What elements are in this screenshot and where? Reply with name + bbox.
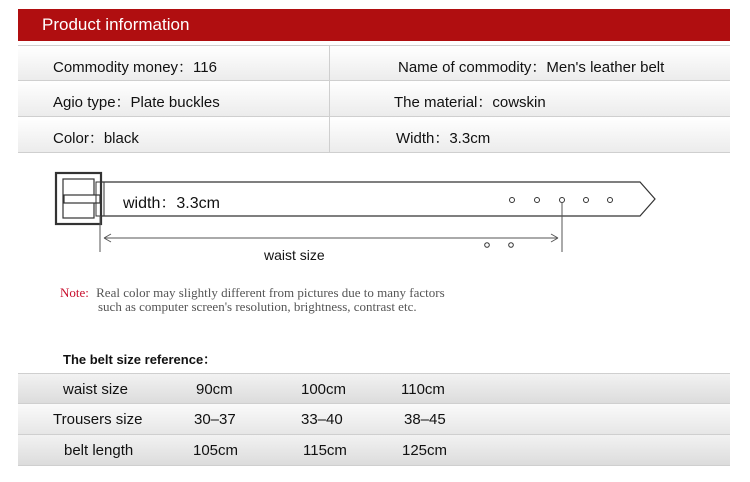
size-value: 100cm — [301, 381, 347, 398]
size-value: 110cm — [401, 381, 445, 398]
note-label: Note: — [60, 285, 89, 300]
note-line-1: Real color may slightly different from pictures due to many factors — [96, 285, 445, 300]
info-row — [18, 81, 730, 117]
size-row-label: waist size — [63, 381, 129, 398]
size-row-label: belt length — [64, 442, 134, 459]
buckle-prong — [64, 195, 100, 203]
column-divider — [329, 46, 330, 80]
belt-hole — [535, 198, 540, 203]
belt-hole — [560, 198, 565, 203]
belt-hole — [584, 198, 589, 203]
material-cell: The material：cowskin — [394, 94, 546, 111]
column-divider — [329, 81, 330, 116]
commodity-money-cell: Commodity money：116 — [53, 59, 217, 76]
belt-width-label: width：3.3cm — [123, 195, 220, 212]
size-row — [18, 435, 730, 466]
product-info-table — [18, 45, 730, 153]
belt-hole — [485, 243, 490, 248]
size-value: 115cm — [303, 442, 347, 459]
commodity-name-cell: Name of commodity：Men's leather belt — [398, 59, 665, 76]
column-divider — [329, 117, 330, 152]
waist-size-label: waist size — [264, 247, 325, 263]
agio-type-cell: Agio type：Plate buckles — [53, 94, 220, 111]
size-row — [18, 373, 730, 404]
belt-hole — [510, 198, 515, 203]
size-value: 33–40 — [301, 411, 343, 428]
size-reference-title: The belt size reference： — [63, 352, 217, 367]
belt-diagram — [0, 160, 750, 270]
header-bar — [18, 9, 730, 41]
size-reference-table — [18, 373, 730, 466]
belt-hole — [608, 198, 613, 203]
belt-hole — [509, 243, 514, 248]
size-row — [18, 404, 730, 435]
width-cell: Width：3.3cm — [396, 130, 491, 147]
color-cell: Color：black — [53, 130, 139, 147]
size-value: 90cm — [196, 381, 233, 398]
note-line-2: such as computer screen's resolution, brightness, contrast etc. — [98, 299, 417, 314]
belt-illustration — [0, 160, 750, 270]
size-value: 105cm — [193, 442, 239, 459]
info-row — [18, 117, 730, 153]
size-row-label: Trousers size — [53, 411, 143, 428]
page-title: Product information — [42, 15, 190, 34]
size-value: 30–37 — [194, 411, 236, 428]
info-row — [18, 45, 730, 81]
size-value: 38–45 — [404, 411, 446, 428]
size-value: 125cm — [402, 442, 448, 459]
